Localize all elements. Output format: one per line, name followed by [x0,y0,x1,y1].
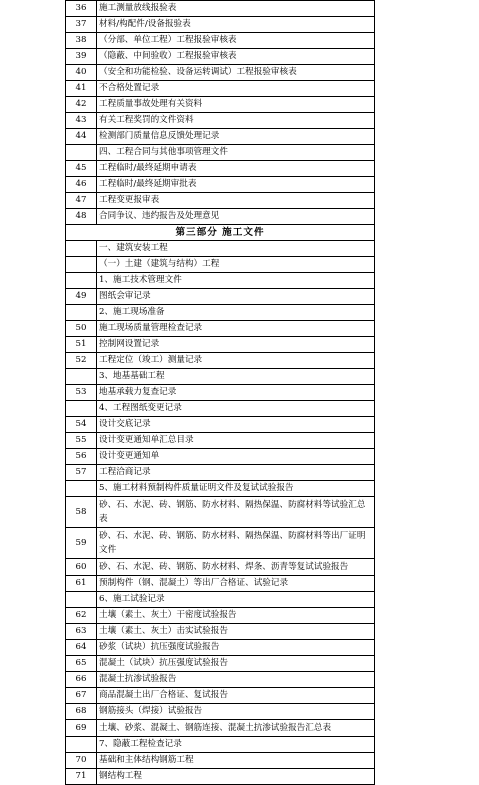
category-heading: 3、地基基础工程 [97,369,375,385]
table-row [66,161,375,177]
category-heading: 7、隐蔽工程检查记录 [97,737,375,753]
row-number: 70 [66,753,97,769]
section-header-row [66,225,375,241]
row-number: 36 [66,1,97,17]
table-row [66,353,375,369]
table-row [66,337,375,353]
document-item: 土壤（素土、灰土）击实试验报告 [97,624,375,640]
document-item: 商品混凝土出厂合格证、复试报告 [97,688,375,704]
row-number: 60 [66,559,97,576]
category-heading: 6、施工试验记录 [97,592,375,608]
category-heading: （一）土建（建筑与结构）工程 [97,257,375,273]
section-title: 第三部分 施工文件 [66,225,375,241]
table-body [66,1,375,785]
document-item: 控制网设置记录 [97,337,375,353]
row-number: 55 [66,433,97,449]
table-row [66,576,375,592]
document-item: 合同争议、违约报告及处理意见 [97,209,375,225]
category-heading: 5、施工材料预制构件质量证明文件及复试试验报告 [97,481,375,497]
row-number: 66 [66,672,97,688]
row-number: 48 [66,209,97,225]
document-item: 钢结构工程 [97,769,375,785]
row-number [66,737,97,753]
table-row [66,737,375,753]
row-number: 67 [66,688,97,704]
category-heading: 一、建筑安装工程 [97,241,375,257]
table-row [66,417,375,433]
table-row [66,273,375,289]
row-number: 53 [66,385,97,401]
row-number [66,369,97,385]
document-item: 工程质量事故处理有关资料 [97,97,375,113]
document-item: 工程定位（竣工）测量记录 [97,353,375,369]
row-number: 38 [66,33,97,49]
table-row [66,241,375,257]
document-item: 工程洽商记录 [97,465,375,481]
table-row [66,129,375,145]
table-row [66,321,375,337]
category-heading: 1、施工技术管理文件 [97,273,375,289]
table-row [66,528,375,559]
table-row [66,449,375,465]
table-row [66,17,375,33]
category-heading: 四、工程合同与其他事项管理文件 [97,145,375,161]
category-heading: 4、工程图纸变更记录 [97,401,375,417]
row-number: 39 [66,49,97,65]
document-item: 设计交底记录 [97,417,375,433]
row-number: 64 [66,640,97,656]
row-number: 63 [66,624,97,640]
table-row [66,753,375,769]
table-row [66,257,375,273]
table-row [66,624,375,640]
table-row [66,1,375,17]
document-item: 检测部门质量信息反馈处理记录 [97,129,375,145]
document-item: 不合格处置记录 [97,81,375,97]
table-row [66,704,375,720]
table-row [66,33,375,49]
table-row [66,65,375,81]
row-number [66,305,97,321]
table-row [66,81,375,97]
table-row [66,497,375,528]
document-item: 砂、石、水泥、砖、钢筋、防水材料、焊条、沥青等复试试验报告 [97,559,375,576]
table-row [66,592,375,608]
row-number: 69 [66,720,97,737]
table-row [66,688,375,704]
row-number [66,241,97,257]
table-row [66,640,375,656]
document-item: 预制构件（钢、混凝土）等出厂合格证、试验记录 [97,576,375,592]
table-row [66,401,375,417]
document-item: 施工现场质量管理检查记录 [97,321,375,337]
row-number: 40 [66,65,97,81]
row-number: 65 [66,656,97,672]
document-item: 施工测量放线报验表 [97,1,375,17]
document-item: 土壤（素土、灰土）干密度试验报告 [97,608,375,624]
table-row [66,145,375,161]
row-number: 42 [66,97,97,113]
document-item: 工程变更报审表 [97,193,375,209]
row-number [66,273,97,289]
document-item: 混凝土（试块）抗压强度试验报告 [97,656,375,672]
document-item: （隐蔽、中间验收）工程报验审核表 [97,49,375,65]
table-row [66,209,375,225]
document-item: 土壤、砂浆、混凝土、钢筋连接、混凝土抗渗试验报告汇总表 [97,720,375,737]
table-row [66,193,375,209]
row-number [66,481,97,497]
row-number: 41 [66,81,97,97]
document-item: 设计变更通知单 [97,449,375,465]
document-item: （分部、单位工程）工程报验审核表 [97,33,375,49]
document-item: 材料/构配件/设备报验表 [97,17,375,33]
row-number: 50 [66,321,97,337]
table-row [66,97,375,113]
document-item: 基础和主体结构钢筋工程 [97,753,375,769]
row-number: 71 [66,769,97,785]
document-item: 混凝土抗渗试验报告 [97,672,375,688]
document-item: 砂浆（试块）抗压强度试验报告 [97,640,375,656]
row-number: 46 [66,177,97,193]
row-number: 62 [66,608,97,624]
table-row [66,481,375,497]
row-number: 59 [66,528,97,559]
document-item: 工程临时/最终延期审批表 [97,177,375,193]
document-item: 地基承载力复查记录 [97,385,375,401]
row-number: 68 [66,704,97,720]
table-row [66,559,375,576]
row-number: 47 [66,193,97,209]
document-item: 有关工程奖罚的文件资料 [97,113,375,129]
row-number: 44 [66,129,97,145]
row-number: 58 [66,497,97,528]
table-row [66,289,375,305]
document-item: 砂、石、水泥、砖、钢筋、防水材料、隔热保温、防腐材料等出厂证明文件 [97,528,375,559]
row-number [66,145,97,161]
table-row [66,385,375,401]
row-number: 49 [66,289,97,305]
row-number: 52 [66,353,97,369]
table-row [66,608,375,624]
table-row [66,672,375,688]
table-row [66,433,375,449]
row-number [66,401,97,417]
row-number: 61 [66,576,97,592]
document-page [65,0,374,781]
row-number [66,592,97,608]
table-row [66,720,375,737]
category-heading: 2、施工现场准备 [97,305,375,321]
document-item: 图纸会审记录 [97,289,375,305]
table-row [66,656,375,672]
document-item: 设计变更通知单汇总目录 [97,433,375,449]
table-row [66,49,375,65]
table-row [66,465,375,481]
row-number: 43 [66,113,97,129]
row-number: 37 [66,17,97,33]
row-number: 54 [66,417,97,433]
row-number: 56 [66,449,97,465]
document-item: （安全和功能检验、设备运转调试）工程报验审核表 [97,65,375,81]
row-number: 51 [66,337,97,353]
row-number: 45 [66,161,97,177]
table-row [66,305,375,321]
row-number: 57 [66,465,97,481]
document-item: 工程临时/最终延期申请表 [97,161,375,177]
row-number [66,257,97,273]
archive-file-table [65,0,375,785]
table-row [66,177,375,193]
table-row [66,369,375,385]
document-item: 砂、石、水泥、砖、钢筋、防水材料、隔热保温、防腐材料等试验汇总表 [97,497,375,528]
document-item: 钢筋接头（焊接）试验报告 [97,704,375,720]
table-row [66,113,375,129]
